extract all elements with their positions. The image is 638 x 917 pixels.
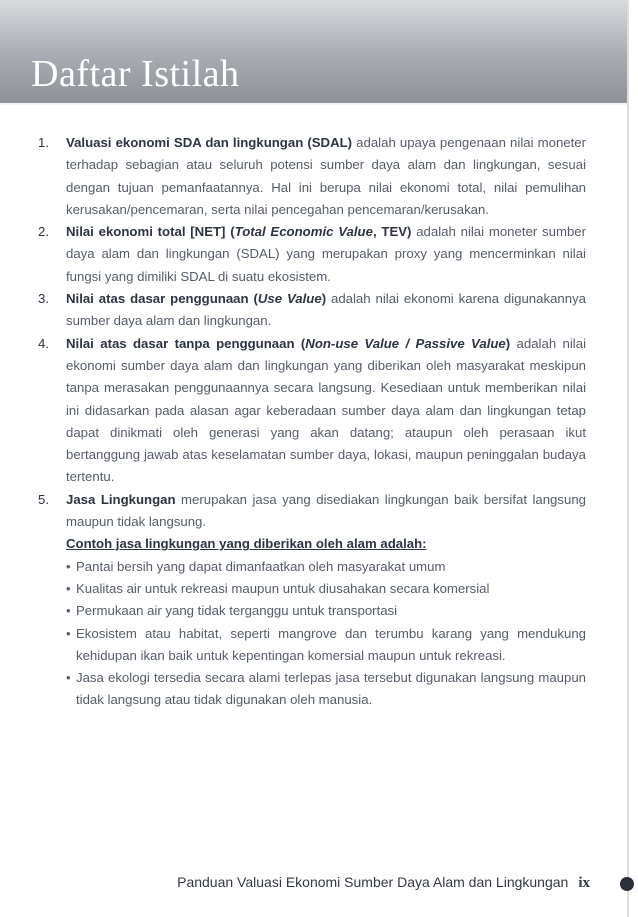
entry-number: 5. xyxy=(38,491,49,507)
entry-definition: adalah nilai ekonomi sumber daya alam dan lingkungan yang diberikan oleh masyarakat meskipun tanpa merasakan penggunaannya secara langsung. Kesediaan untuk memberikan nilai ini didasarkan pada alasan agar keberadaan sumber daya alam dan lingkungan tetap dapat dinikmati oleh generasi yang akan datang; ataupun oleh perasaan ikut bertanggung jawab atas keselamatan sumber daya, lokasi, maupun peninggalan budaya tertentu. xyxy=(66,335,586,485)
entry-term-english: Use Value xyxy=(257,291,322,307)
footer-title: Panduan Valuasi Ekonomi Sumber Daya Alam dan Lingkungan xyxy=(177,874,569,890)
bullet-icon: • xyxy=(66,603,71,619)
header-divider xyxy=(0,103,628,105)
glossary-entry xyxy=(38,132,586,221)
entry-term-suffix: ) xyxy=(505,335,511,351)
page-footer xyxy=(0,874,590,892)
glossary-list xyxy=(38,132,586,712)
list-item xyxy=(66,556,586,578)
list-item-text: Pantai bersih yang dapat dimanfaatkan oleh masyarakat umum xyxy=(76,558,446,574)
entry-term-english: Non-use Value / Passive Value xyxy=(305,335,506,351)
entry-number: 1. xyxy=(38,135,49,150)
entry-body xyxy=(66,489,586,712)
entry-number: 3. xyxy=(38,291,49,307)
entry-definition: adalah upaya pengenaan nilai moneter terhadap sebagian atau seluruh potensi sumber daya alam dan lingkungan, sesuai dengan tujuan pemanfaatannya. Hal ini berupa nilai ekonomi total, nilai pemulihan kerusakan/pencemaran, serta nilai pencegahan pencemaran/kerusakan. xyxy=(66,135,587,217)
entry-body xyxy=(66,132,586,221)
entry-term: Nilai ekonomi total [NET] ( xyxy=(66,224,235,240)
entry-term: Nilai atas dasar tanpa penggunaan ( xyxy=(66,335,306,351)
glossary-entry xyxy=(38,221,586,288)
bullet-icon: • xyxy=(66,558,71,574)
entry-body xyxy=(66,221,586,288)
entry-definition: merupakan jasa yang disediakan lingkungan baik bersifat langsung maupun tidak langsung. xyxy=(66,491,586,530)
list-item-text: Ekosistem atau habitat, seperti mangrove dan terumbu karang yang mendukung kehidupan ikan baik untuk kepentingan komersial maupun untuk rekreasi. xyxy=(76,625,586,663)
page-edge-dot xyxy=(620,877,634,891)
entry-term: Valuasi ekonomi SDA dan lingkungan (SDAL) xyxy=(66,135,353,150)
entry-term: Nilai atas dasar penggunaan ( xyxy=(66,291,258,307)
entry-term-english: Total Economic Value xyxy=(234,224,373,240)
list-item xyxy=(66,578,586,600)
entry-body xyxy=(66,333,586,489)
entry-number: 4. xyxy=(38,335,49,351)
list-item-text: Kualitas air untuk rekreasi maupun untuk diusahakan secara komersial xyxy=(76,580,490,596)
entry-paragraph xyxy=(66,489,586,534)
header-band xyxy=(0,0,628,104)
entry-definition: adalah nilai ekonomi karena digunakannya sumber daya alam dan lingkungan. xyxy=(66,291,587,329)
glossary-entry xyxy=(38,333,586,489)
entry-body xyxy=(66,288,586,333)
bullet-icon: • xyxy=(66,625,71,641)
page-edge-line xyxy=(627,0,629,917)
list-item-text: Jasa ekologi tersedia secara alami terlepas jasa tersebut digunakan langsung maupun tidak langsung atau tidak digunakan oleh manusia. xyxy=(76,670,586,708)
bullet-icon: • xyxy=(66,580,71,596)
entry-number: 2. xyxy=(38,224,49,240)
bullet-icon: • xyxy=(66,670,71,686)
page-number: ix xyxy=(578,875,590,891)
entry-term: Jasa Lingkungan xyxy=(66,491,176,507)
list-item-text: Permukaan air yang tidak terganggu untuk transportasi xyxy=(76,603,398,619)
list-item xyxy=(66,623,586,668)
page-title: Daftar Istilah xyxy=(31,53,240,95)
entry-term-suffix: , TEV) xyxy=(372,224,412,240)
examples-subheading: Contoh jasa lingkungan yang diberikan oleh alam adalah: xyxy=(66,536,427,552)
entry-term-suffix: ) xyxy=(321,291,327,307)
list-item xyxy=(66,667,586,712)
glossary-entry xyxy=(38,489,586,712)
glossary-entry xyxy=(38,288,586,333)
list-item xyxy=(66,600,586,622)
entry-definition: adalah nilai moneter sumber daya alam dan lingkungan (SDAL) yang merupakan proxy yang mencerminkan nilai fungsi yang dimiliki SDAL di suatu ekosistem. xyxy=(66,224,586,284)
